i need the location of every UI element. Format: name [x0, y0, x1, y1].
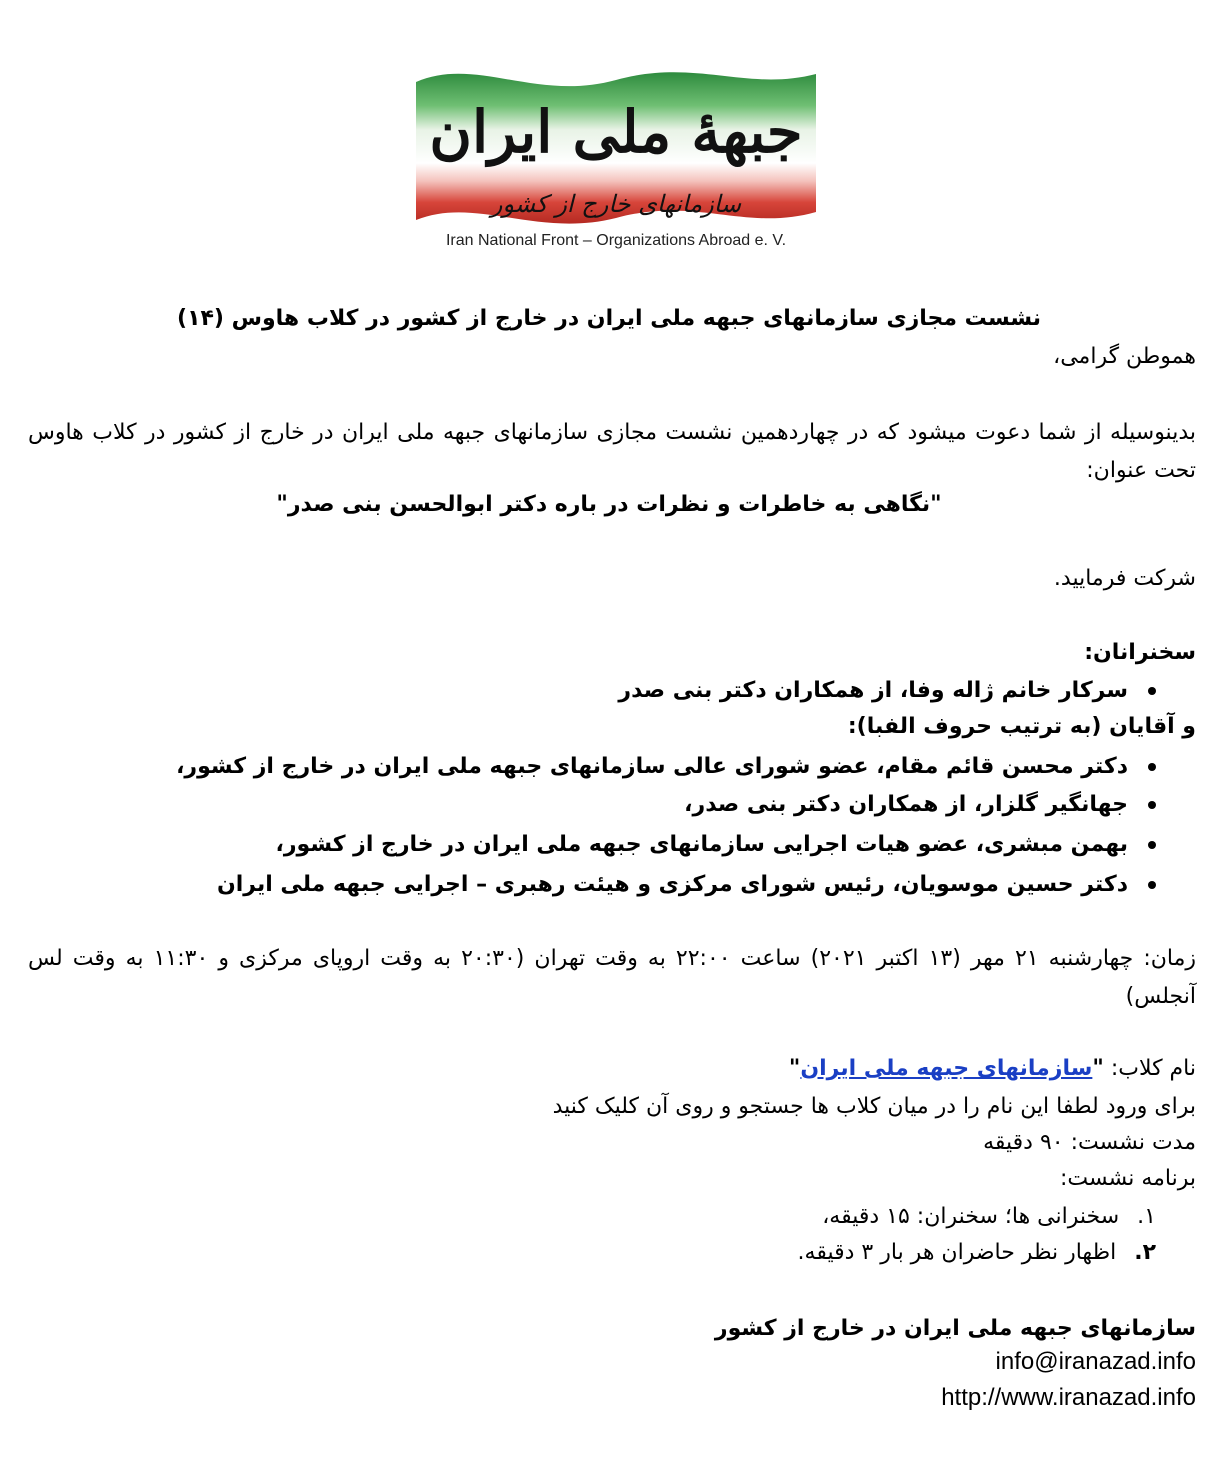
- bullet-icon: [1148, 687, 1156, 695]
- speaker-3: بهمن مبشری، عضو هیات اجرایی سازمانهای جبهه ملی ایران در خارج از کشور،: [275, 832, 1128, 857]
- signature-org: سازمانهای جبهه ملی ایران در خارج از کشور: [714, 1316, 1196, 1341]
- list-item: [276, 826, 1197, 864]
- list-item: [217, 866, 1196, 904]
- speaker-4: دکتر حسین موسویان، رئیس شورای مرکزی و هیئت رهبری – اجرایی جبهه ملی ایران: [216, 872, 1128, 897]
- program-label: برنامه نشست:: [1059, 1166, 1196, 1191]
- list-item: [176, 748, 1196, 786]
- logo-caption: Iran National Front – Organizations Abroad e. V.: [445, 232, 787, 249]
- entry-instructions: برای ورود لطفا این نام را در میان کلاب ها جستجو و روی آن کلیک کنید: [552, 1094, 1196, 1119]
- bullet-icon: [1148, 801, 1156, 809]
- invitation-paragraph: بدینوسیله از شما دعوت میشود که در چهاردهمین نشست مجازی سازمانهای جبهه ملی ایران در خارج از کشور در کلاب هاوس تحت عنوان:: [28, 420, 1196, 483]
- item-number: ۱.: [1137, 1204, 1156, 1229]
- club-name-link[interactable]: سازمانهای جبهه ملی ایران: [800, 1056, 1093, 1081]
- bullet-icon: [1148, 763, 1156, 771]
- closing-invite: شرکت فرمایید.: [1053, 566, 1196, 591]
- item-number: ۲.: [1134, 1240, 1156, 1265]
- topic-title: "نگاهی به خاطرات و نظرات در باره دکتر ابوالحسن بنی صدر": [276, 492, 942, 517]
- flag-logo-graphic: [416, 62, 816, 232]
- event-time: زمان: چهارشنبه ۲۱ مهر (۱۳ اکتبر ۲۰۲۱) ساعت ۲۲:۰۰ به وقت تهران (۲۰:۳۰ به وقت اروپای مرکزی و ۱۱:۳۰ به وقت لس آنجلس): [28, 946, 1196, 1009]
- club-line: نام کلاب: "سازمانهای جبهه ملی ایران": [788, 1056, 1196, 1081]
- page-title: نشست مجازی سازمانهای جبهه ملی ایران در خارج از کشور در کلاب هاوس (۱۴): [177, 306, 1041, 331]
- list-item: [822, 1200, 1196, 1234]
- greeting: هموطن گرامی،: [1053, 344, 1196, 369]
- logo-subtitle: سازمانهای خارج از کشور: [490, 190, 742, 218]
- bullet-icon: [1148, 841, 1156, 849]
- list-item: [798, 1236, 1196, 1270]
- signature-website[interactable]: http://www.iranazad.info: [941, 1384, 1196, 1411]
- organization-logo: [416, 62, 816, 258]
- club-label: نام کلاب:: [1110, 1056, 1196, 1081]
- duration: مدت نشست: ۹۰ دقیقه: [983, 1130, 1196, 1155]
- gentlemen-label: و آقایان (به ترتیب حروف الفبا):: [847, 714, 1196, 739]
- bullet-icon: [1148, 881, 1156, 889]
- list-item: [618, 672, 1196, 710]
- logo-title: جبههٔ ملی ایران: [429, 98, 803, 166]
- list-item: [684, 786, 1196, 824]
- program-item-1: سخنرانی ها؛ سخنران: ۱۵ دقیقه،: [822, 1204, 1120, 1229]
- speaker-lady: سرکار خانم ژاله وفا، از همکاران دکتر بنی صدر: [618, 678, 1128, 703]
- speaker-1: دکتر محسن قائم مقام، عضو شورای عالی سازمانهای جبهه ملی ایران در خارج از کشور،: [176, 754, 1128, 779]
- speaker-2: جهانگیر گلزار، از همکاران دکتر بنی صدر،: [684, 792, 1128, 817]
- speakers-label: سخنرانان:: [1084, 640, 1196, 665]
- signature-email[interactable]: info@iranazad.info: [995, 1348, 1196, 1375]
- program-item-2: اظهار نظر حاضران هر بار ۳ دقیقه.: [797, 1240, 1117, 1265]
